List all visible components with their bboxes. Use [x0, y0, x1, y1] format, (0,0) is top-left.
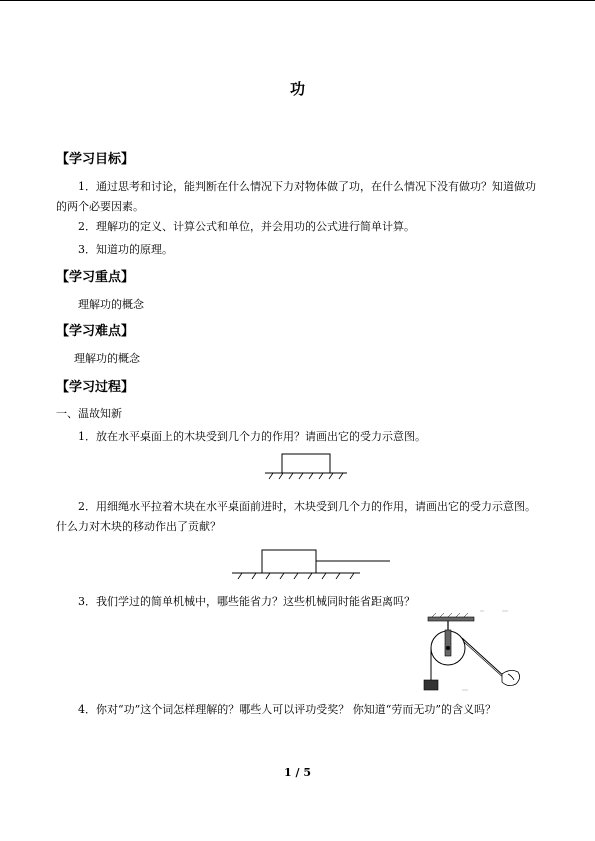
- section-heading-process: 【学习过程】: [56, 380, 135, 395]
- question-3: 3．我们学过的简单机械中，哪些能省力？这些机械同时能省距离吗？: [78, 595, 415, 608]
- wood-block: [262, 550, 316, 573]
- difficulty-text: 理解功的概念: [74, 352, 140, 365]
- goal-item-3: 3．知道功的原理。: [78, 243, 173, 256]
- pulley-bracket: [445, 630, 451, 656]
- ceiling-hatching: [432, 613, 468, 617]
- rope-right: [462, 638, 506, 678]
- fixed-pulley-figure: [418, 608, 538, 694]
- rope-right-2: [464, 642, 506, 680]
- page-title: 功: [289, 80, 305, 98]
- table-hatching: [269, 473, 343, 479]
- wood-block: [282, 454, 330, 473]
- page-number: 1 / 5: [284, 766, 311, 779]
- hanging-weight: [424, 680, 438, 690]
- block-pulled-figure: [228, 544, 393, 582]
- question-2: 2．用细绳水平拉着木块在水平桌面前进时，木块受到几个力的作用，请画出它的受力示意图。什么力对木块的移动作出了贡献？: [56, 500, 536, 533]
- block-on-table-figure: [255, 448, 355, 482]
- ceiling-beam: [428, 617, 474, 621]
- pulley-axle: [446, 646, 450, 650]
- section-heading-key: 【学习重点】: [56, 270, 135, 285]
- section-heading-difficulty: 【学习难点】: [56, 324, 135, 339]
- header-rule: [0, 0, 595, 1]
- question-1: 1．放在水平桌面上的木块受到几个力的作用？请画出它的受力示意图。: [78, 430, 426, 443]
- section-heading-goals: 【学习目标】: [56, 152, 135, 167]
- review-heading: 一、温故知新: [56, 407, 122, 420]
- goal-item-2: 2．理解功的定义、计算公式和单位，并会用功的公式进行简单计算。: [78, 220, 415, 233]
- question-4: 4．你对“功”这个词怎样理解的？哪些人可以评功受奖？ 你知道“劳而无功”的含义吗？: [78, 703, 496, 716]
- hand-icon: [502, 670, 520, 685]
- key-point-text: 理解功的概念: [78, 298, 144, 311]
- table-hatching: [238, 573, 354, 579]
- goal-item-1: 1．通过思考和讨论，能判断在什么情况下力对物体做了功，在什么情况下没有做功？知道做功的两个必要因素。: [56, 180, 536, 213]
